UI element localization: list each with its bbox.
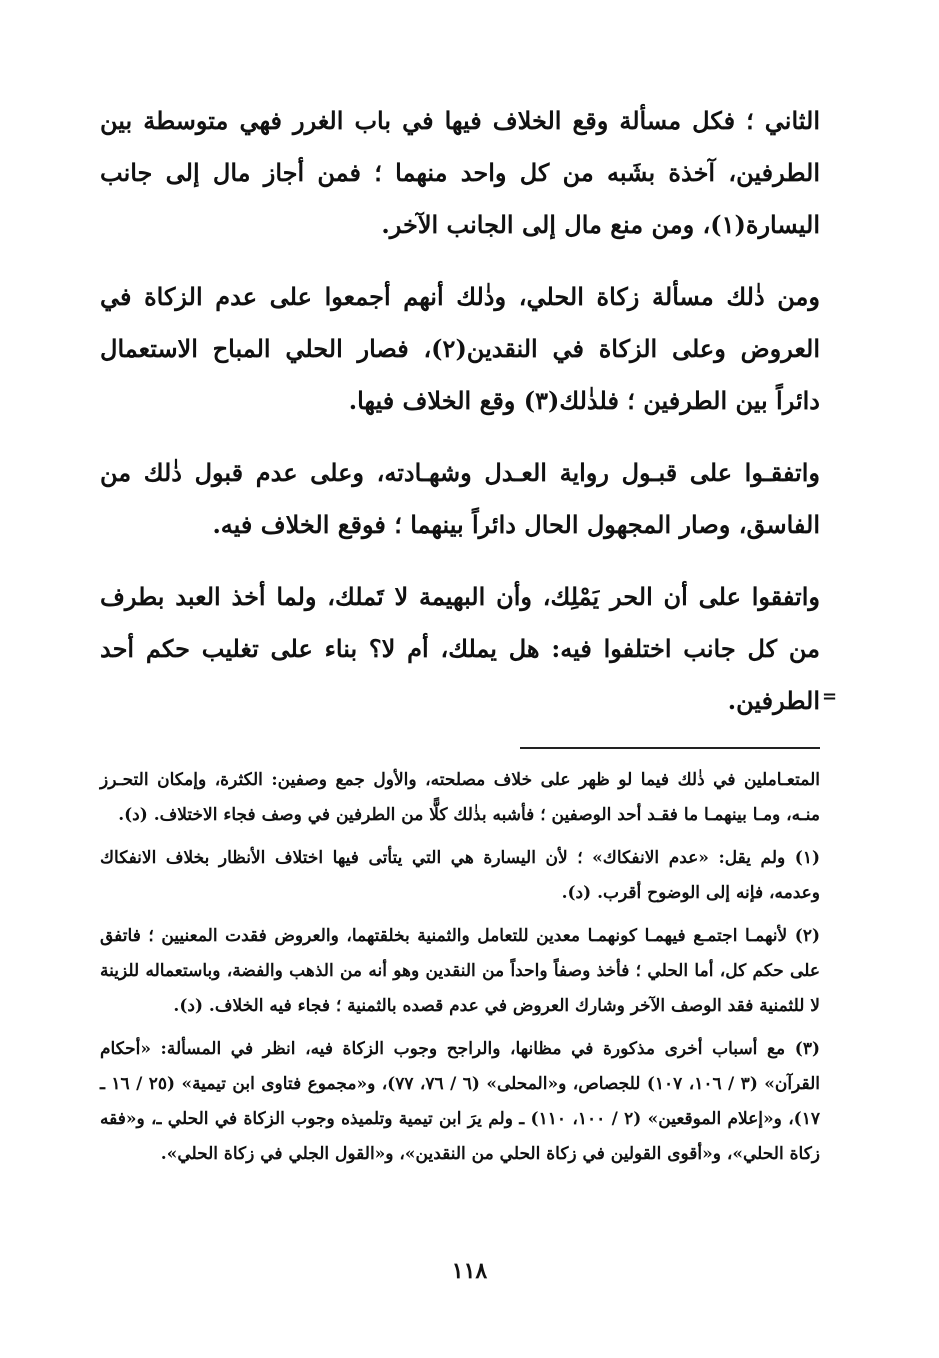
page-number: ١١٨ — [451, 1258, 488, 1284]
footnote-2: (٢) لأنهمـا اجتمـع فيهمـا كونهمـا معدين للتعامل والثمنية بخلقتهما، والعروض فقدت المعنيين ؛ فاتفق على حكم كل، أما الحلي ؛ فأخذ وصفاً واحداً من النقدين وهو أنه من الذهب والفضة، وباستعماله للزينة لا للثمنية فقد الوصف الآخر وشارك العروض في عدم قصده بالثمنية ؛ فجاء فيه الخلاف. (د). — [100, 926, 820, 1016]
footnote-continuation: المتعـاملين في ذٰلك فيما لو ظهر على خلاف مصلحته، والأول جمع وصفين: الكثرة، وإمكان التحـرز منـه، ومـا بينهمـا ما فقـد أحد الوصفين ؛ فأشبه بذٰلك كلًّا من الطرفين في وصف فجاء الاختلاف. (د). — [100, 770, 820, 825]
footnotes — [100, 763, 820, 1172]
paragraph-2: ومن ذٰلك مسألة زكاة الحلي، وذٰلك أنهم أجمعوا على عدم الزكاة في العروض وعلى الزكاة في النقدين(٢)، فصار الحلي المباح الاستعمال دائراً بين الطرفين ؛ فلذٰلك(٣) وقع الخلاف فيها. — [100, 282, 820, 415]
footnote-3: (٣) مع أسباب أخرى مذكورة في مظانها، والراجح وجوب الزكاة فيه، انظر في المسألة: «أحكام القرآن» (٣ / ١٠٦، ١٠٧) للجصاص، و«المحلى» (٦ / ٧٦، ٧٧)، و«مجموع فتاوى ابن تيمية» (٢٥ / ١٦ ـ ١٧)، و«إعلام الموقعين» (٢ / ١٠٠، ١١٠) ـ ولم يرَ ابن تيمية وتلميذه وجوب الزكاة في الحلي ـ، و«فقه زكاة الحلي»، و«أقوى القولين في زكاة الحلي من النقدين»، و«القول الجلي في زكاة الحلي». — [100, 1039, 820, 1164]
page-body — [100, 95, 820, 1180]
paragraph-4: واتفقوا على أن الحر يَمْلِك، وأن البهيمة لا تَملك، ولما أخذ العبد بطرف من كل جانب اختلفوا فيه: هل يملك، أم لا؟ بناء على تغليب حكم أحد الطرفين. — [100, 582, 820, 715]
footnote-1: (١) ولم يقل: «عدم الانفكاك» ؛ لأن اليسارة هي التي يتأتى فيها اختلاف الأنظار بخلاف الانفكاك وعدمه، فإنه إلى الوضوح أقرب. (د). — [100, 848, 820, 903]
paragraph-3: واتفقـوا على قبـول رواية العـدل وشهـادته، وعلى عدم قبول ذٰلك من الفاسق، وصار المجهول الحال دائراً بينهما ؛ فوقع الخلاف فيه. — [100, 458, 820, 539]
continuation-mark: = — [822, 686, 838, 707]
paragraph-1: الثاني ؛ فكل مسألة وقع الخلاف فيها في باب الغرر فهي متوسطة بين الطرفين، آخذة بشَبه من كل واحد منهما ؛ فمن أجاز مال إلى جانب اليسارة(١)، ومن منع مال إلى الجانب الآخر. — [100, 106, 820, 239]
footnote-separator — [520, 747, 820, 749]
main-text — [100, 95, 820, 727]
